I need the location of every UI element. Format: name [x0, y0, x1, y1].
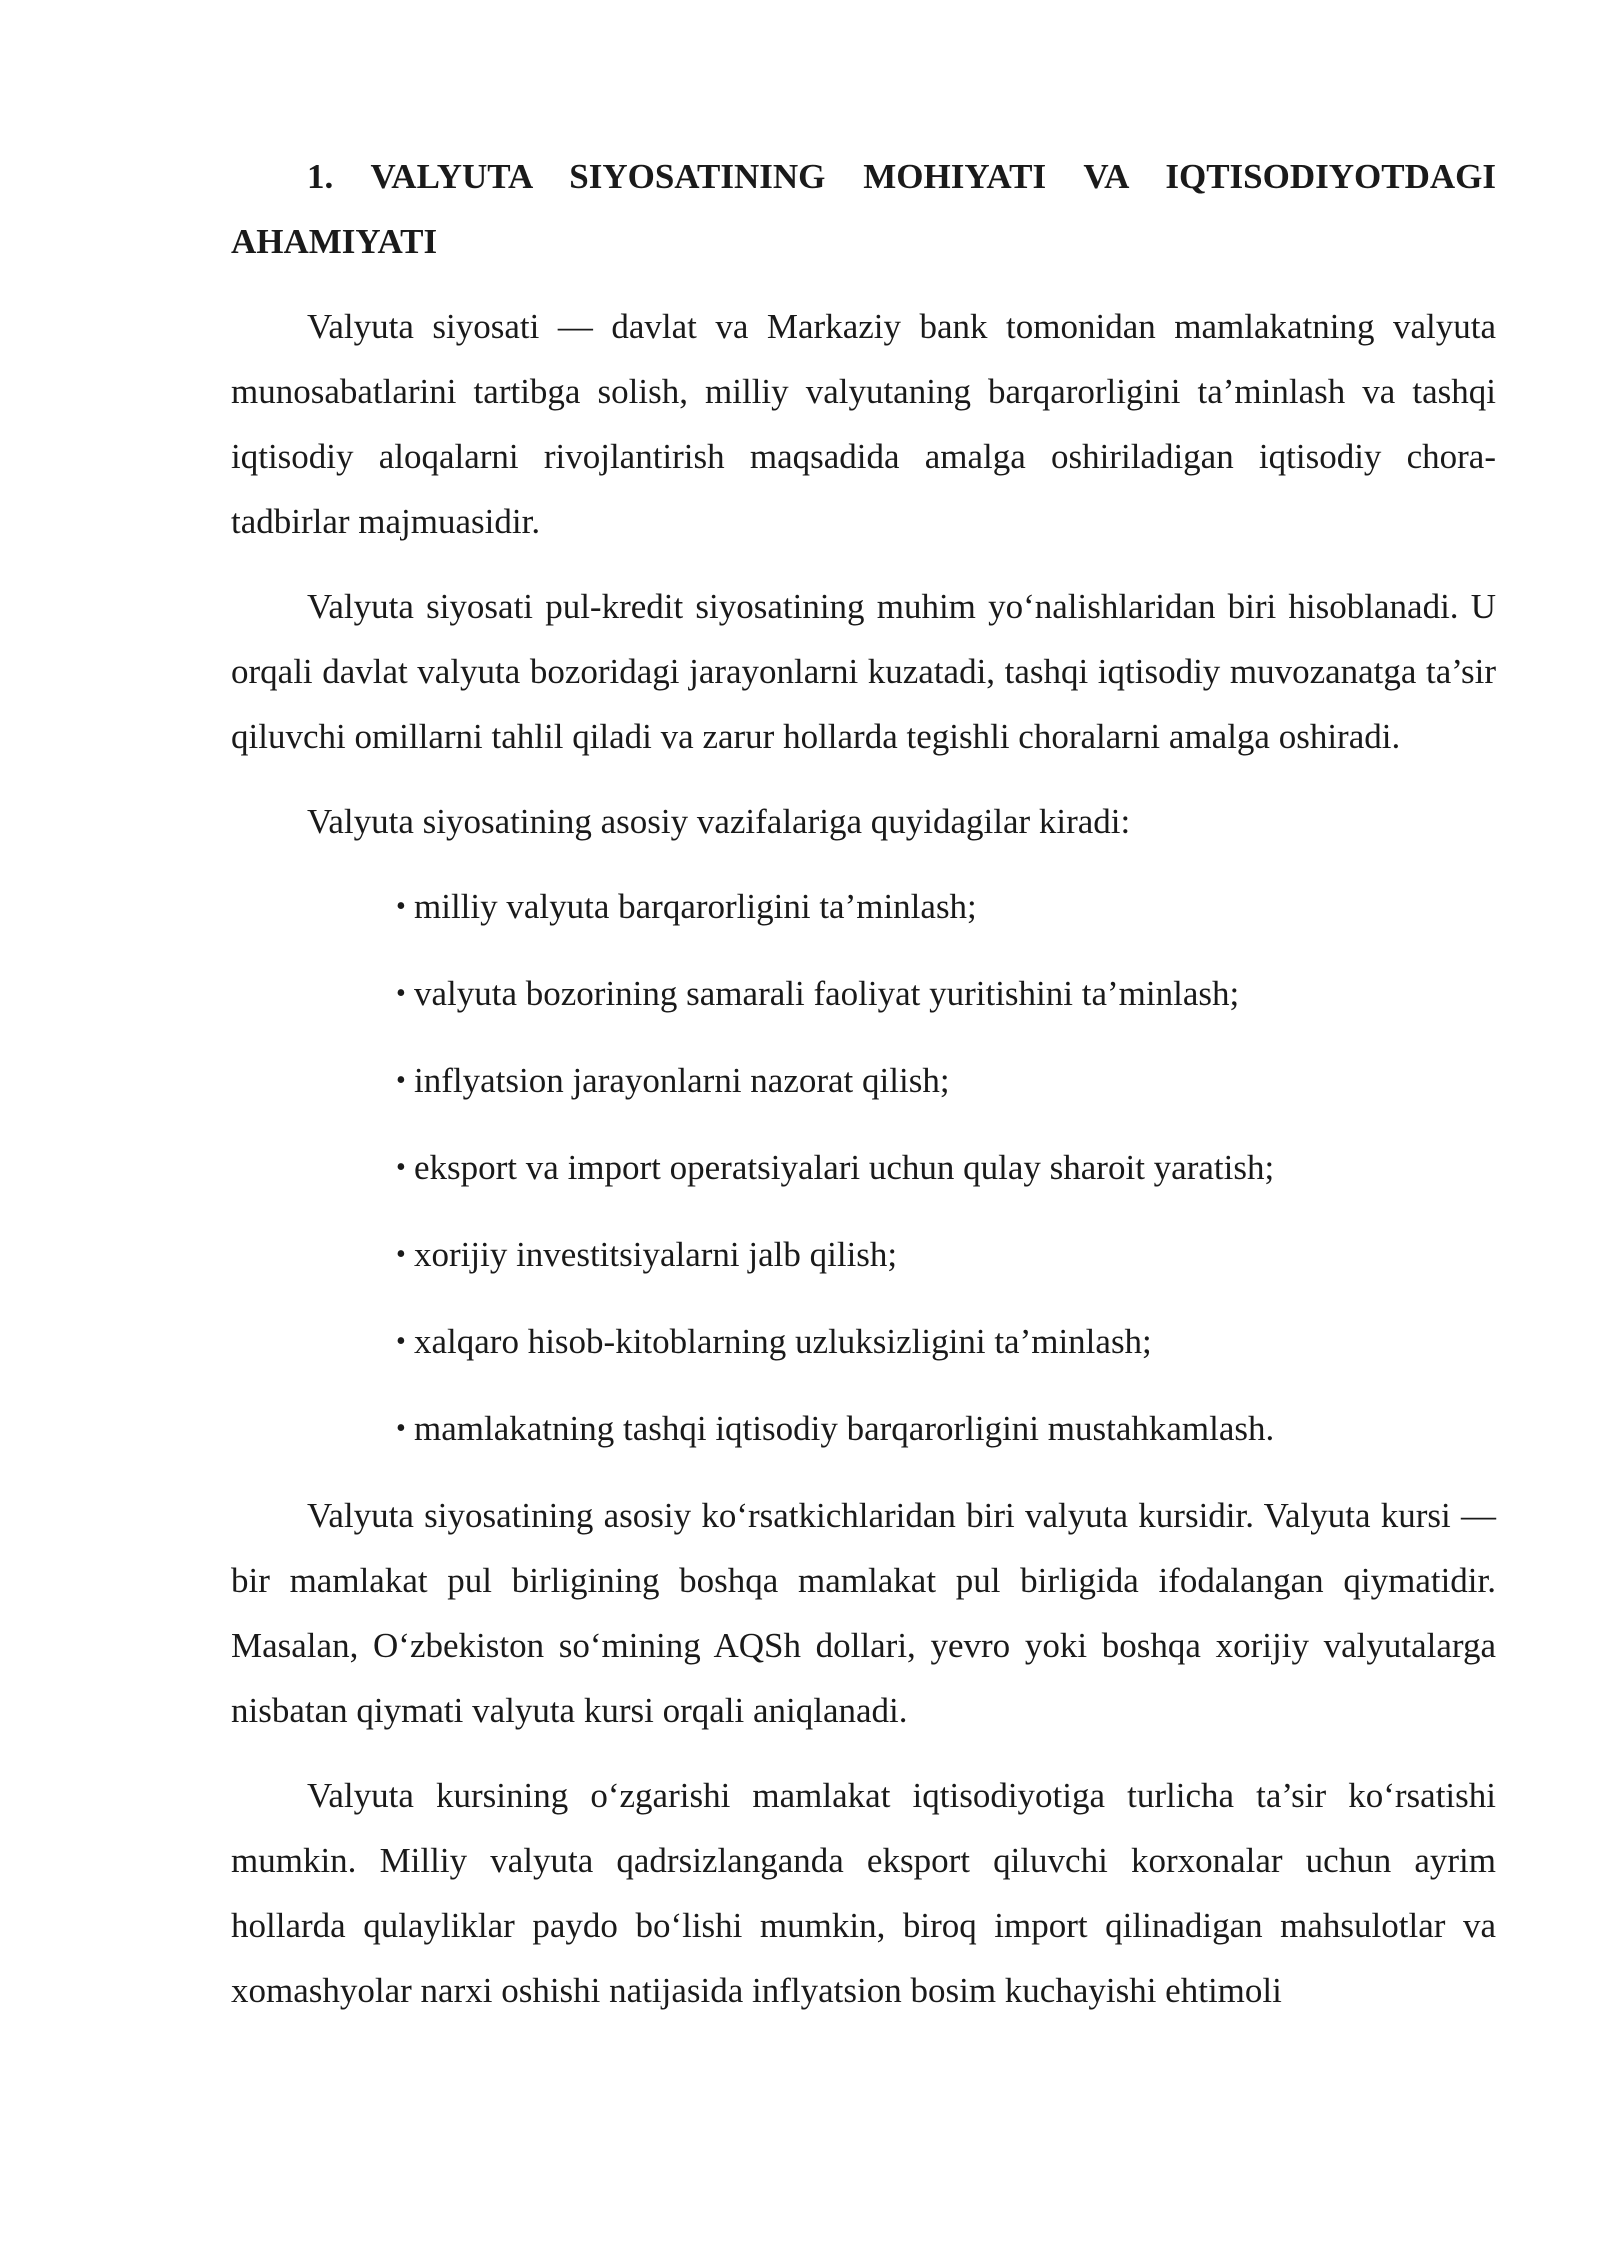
document-page [231, 144, 1496, 2043]
list-item [396, 1222, 1496, 1287]
bullet-icon: • [396, 1326, 406, 1357]
bullet-icon: • [396, 891, 406, 922]
section-heading: 1. VALYUTA SIYOSATINING MOHIYATI VA IQTISODIYOTDAGI AHAMIYATI [231, 157, 1496, 261]
list-item [396, 874, 1496, 939]
list-item-text: xalqaro hisob-kitoblarning uzluksizligini ta’minlash; [414, 1322, 1152, 1361]
list-item-text: eksport va import operatsiyalari uchun qulay sharoit yaratish; [414, 1148, 1275, 1187]
list-item [396, 961, 1496, 1026]
paragraph-definition: Valyuta siyosati — davlat va Markaziy bank tomonidan mamlakatning valyuta munosabatlarini tartibga solish, milliy valyutaning barqarorligini ta’minlash va tashqi iqtisodiy aloqalarni rivojlantirish maqsadida amalga oshiriladigan iqtisodiy chora-tadbirlar majmuasidir. [231, 307, 1496, 541]
list-item [396, 1135, 1496, 1200]
bullet-icon: • [396, 978, 406, 1009]
bullet-icon: • [396, 1065, 406, 1096]
bullet-icon: • [396, 1413, 406, 1444]
list-item-text: xorijiy investitsiyalarni jalb qilish; [414, 1235, 898, 1274]
list-intro: Valyuta siyosatining asosiy vazifalariga quyidagilar kiradi: [307, 802, 1131, 841]
list-item-text: inflyatsion jarayonlarni nazorat qilish; [414, 1061, 950, 1100]
list-item [396, 1396, 1496, 1461]
bullet-icon: • [396, 1239, 406, 1270]
list-item-text: valyuta bozorining samarali faoliyat yuritishini ta’minlash; [414, 974, 1240, 1013]
tasks-list [231, 874, 1496, 1461]
list-item [396, 1048, 1496, 1113]
paragraph-exchange-rate: Valyuta siyosatining asosiy ko‘rsatkichlaridan biri valyuta kursidir. Valyuta kursi — bir mamlakat pul birligining boshqa mamlakat pul birligida ifodalangan qiymatidir. Masalan, O‘zbekiston so‘mining AQSh dollari, yevro yoki boshqa xorijiy valyutalarga nisbatan qiymati valyuta kursi orqali aniqlanadi. [231, 1496, 1496, 1730]
list-item-text: milliy valyuta barqarorligini ta’minlash; [414, 887, 977, 926]
paragraph-role: Valyuta siyosati pul-kredit siyosatining muhim yo‘nalishlaridan biri hisoblanadi. U orqali davlat valyuta bozoridagi jarayonlarni kuzatadi, tashqi iqtisodiy muvozanatga ta’sir qiluvchi omillarni tahlil qiladi va zarur hollarda tegishli choralarni amalga oshiradi. [231, 587, 1496, 756]
bullet-icon: • [396, 1152, 406, 1183]
list-item-text: mamlakatning tashqi iqtisodiy barqarorligini mustahkamlash. [414, 1409, 1275, 1448]
paragraph-rate-impact: Valyuta kursining o‘zgarishi mamlakat iqtisodiyotiga turlicha ta’sir ko‘rsatishi mumkin. Milliy valyuta qadrsizlanganda eksport qiluvchi korxonalar uchun ayrim hollarda qulayliklar paydo bo‘lishi mumkin, biroq import qilinadigan mahsulotlar va xomashyolar narxi oshishi natijasida inflyatsion bosim kuchayishi ehtimoli [231, 1776, 1496, 2010]
list-item [396, 1309, 1496, 1374]
